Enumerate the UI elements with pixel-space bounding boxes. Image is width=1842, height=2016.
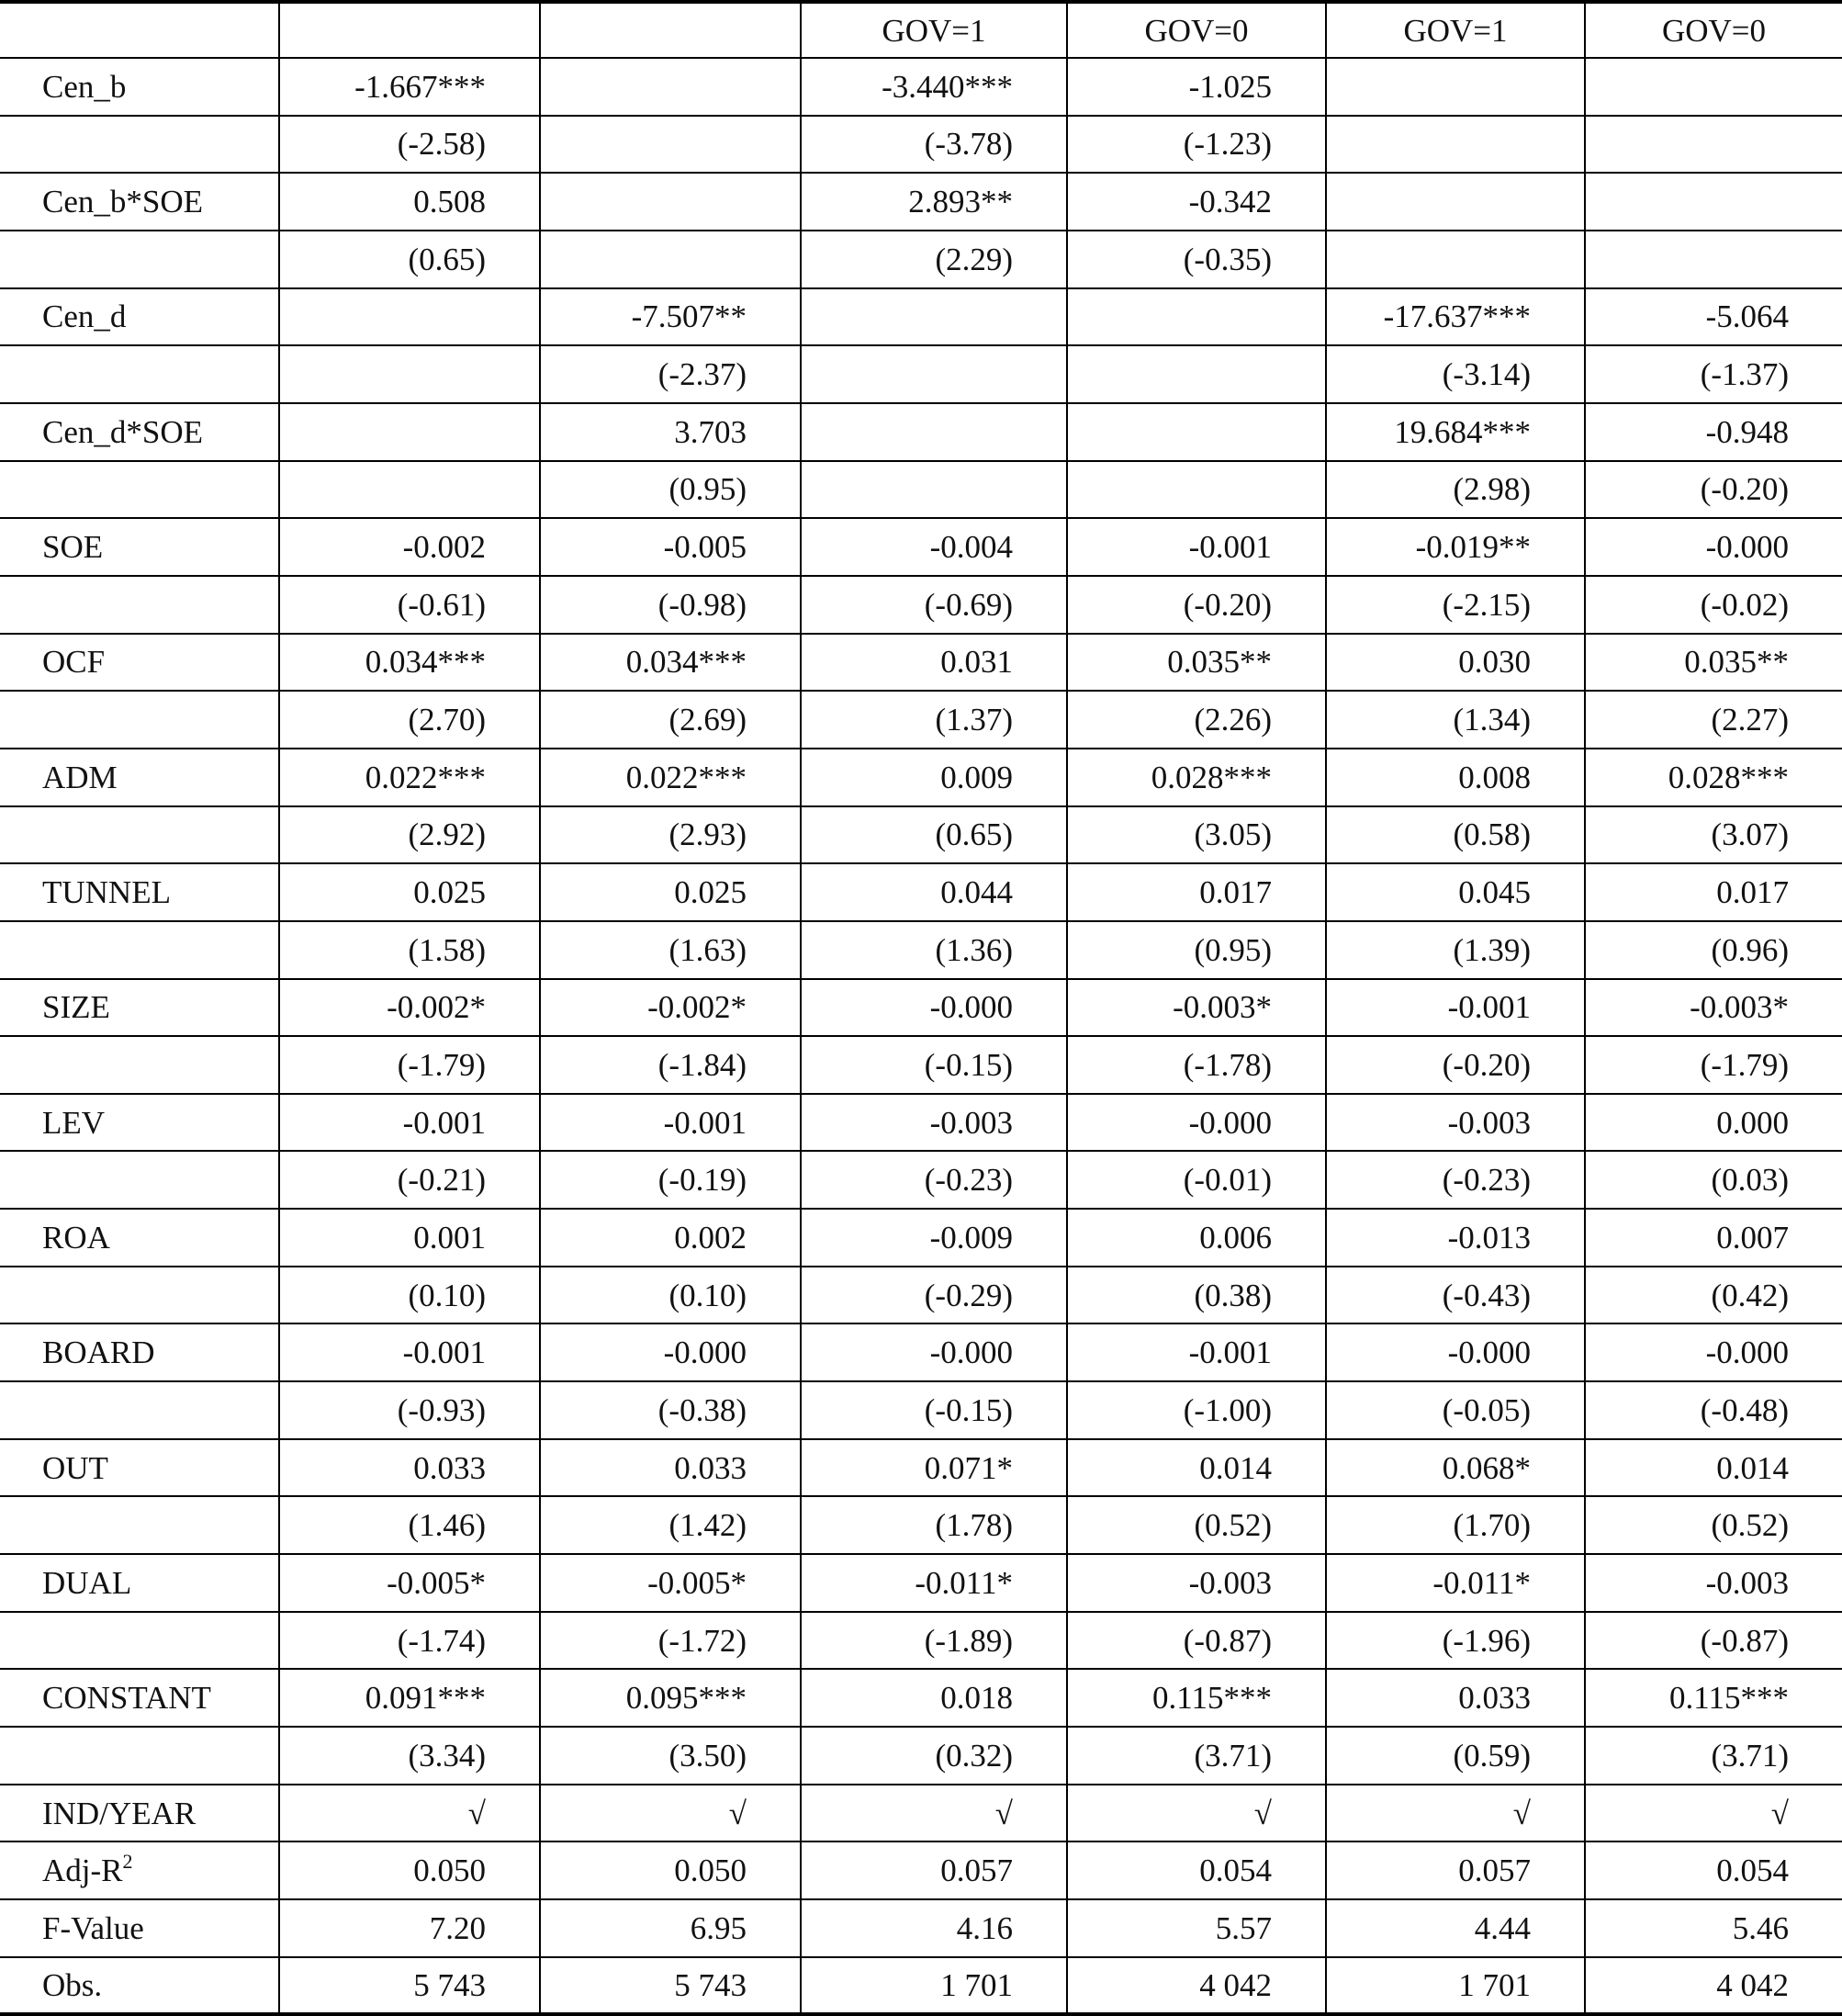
header-cell: GOV=1 (801, 2, 1067, 58)
table-row (0, 403, 1842, 461)
table-cell: (-0.87) (1585, 1612, 1842, 1670)
table-cell: -3.440*** (801, 58, 1067, 116)
table-cell: -1.667*** (279, 58, 540, 116)
row-label: IND/YEAR (0, 1785, 279, 1842)
table-cell: (0.03) (1585, 1151, 1842, 1209)
row-label: SIZE (0, 979, 279, 1037)
table-row (0, 634, 1842, 692)
table-cell (279, 288, 540, 346)
table-cell: 2.893** (801, 173, 1067, 231)
table-cell (279, 403, 540, 461)
table-cell: (-0.43) (1326, 1267, 1585, 1324)
table-cell: -17.637*** (1326, 288, 1585, 346)
table-cell: (2.92) (279, 806, 540, 864)
table-cell: (-0.20) (1067, 576, 1326, 634)
table-cell: (-0.61) (279, 576, 540, 634)
header-cell: GOV=0 (1585, 2, 1842, 58)
table-cell: (0.10) (279, 1267, 540, 1324)
table-cell: (0.58) (1326, 806, 1585, 864)
table-cell: 0.508 (279, 173, 540, 231)
row-label: Obs. (0, 1957, 279, 2015)
row-label-text: Adj-R (42, 1853, 123, 1889)
table-cell: (1.58) (279, 921, 540, 979)
table-cell (1585, 173, 1842, 231)
table-cell: -7.507** (540, 288, 801, 346)
table-cell: -0.005* (540, 1554, 801, 1612)
table-cell: (-1.79) (279, 1036, 540, 1094)
table-cell (801, 403, 1067, 461)
table-cell: -1.025 (1067, 58, 1326, 116)
table-cell: 5 743 (540, 1957, 801, 2015)
table-cell: (0.59) (1326, 1727, 1585, 1785)
table-cell: -0.000 (1326, 1323, 1585, 1381)
table-cell: 1 701 (801, 1957, 1067, 2015)
table-cell: (-0.15) (801, 1036, 1067, 1094)
table-cell: √ (540, 1785, 801, 1842)
table-cell: (1.63) (540, 921, 801, 979)
table-row (0, 691, 1842, 749)
table-row (0, 1496, 1842, 1554)
table-row (0, 345, 1842, 403)
table-cell: 0.057 (801, 1841, 1067, 1899)
table-cell: (-1.79) (1585, 1036, 1842, 1094)
table-cell: 0.025 (279, 863, 540, 921)
row-label (0, 345, 279, 403)
table-cell: (1.42) (540, 1496, 801, 1554)
table-cell (801, 461, 1067, 519)
table-cell: 0.028*** (1067, 749, 1326, 806)
table-cell: 19.684*** (1326, 403, 1585, 461)
table-cell: -0.003 (1326, 1094, 1585, 1152)
table-cell: -0.003 (1585, 1554, 1842, 1612)
table-cell: (-0.20) (1326, 1036, 1585, 1094)
table-cell: (-0.20) (1585, 461, 1842, 519)
table-cell: (2.70) (279, 691, 540, 749)
table-cell: 0.091*** (279, 1669, 540, 1727)
table-cell: 0.054 (1067, 1841, 1326, 1899)
table-cell: 3.703 (540, 403, 801, 461)
table-row (0, 921, 1842, 979)
table-cell: -0.019** (1326, 518, 1585, 576)
row-label (0, 1036, 279, 1094)
table-cell: (3.50) (540, 1727, 801, 1785)
row-label: Cen_b (0, 58, 279, 116)
table-cell: (-0.87) (1067, 1612, 1326, 1670)
table-cell (1326, 173, 1585, 231)
table-cell: (0.96) (1585, 921, 1842, 979)
table-cell: -0.009 (801, 1209, 1067, 1267)
header-cell (0, 2, 279, 58)
table-cell: -0.002* (279, 979, 540, 1037)
table-row (0, 1036, 1842, 1094)
table-cell: 0.034*** (540, 634, 801, 692)
table-cell: -0.000 (1067, 1094, 1326, 1152)
table-cell: 0.057 (1326, 1841, 1585, 1899)
table-cell: (1.78) (801, 1496, 1067, 1554)
header-cell (279, 2, 540, 58)
row-label: OCF (0, 634, 279, 692)
header-cell: GOV=1 (1326, 2, 1585, 58)
row-label (0, 1151, 279, 1209)
table-cell: 0.022*** (540, 749, 801, 806)
row-label: F-Value (0, 1899, 279, 1957)
table-cell: 0.095*** (540, 1669, 801, 1727)
table-cell: 0.030 (1326, 634, 1585, 692)
row-label (0, 231, 279, 288)
table-cell: 6.95 (540, 1899, 801, 1957)
table-cell: 4 042 (1716, 1966, 1789, 2003)
table-row (0, 1094, 1842, 1152)
table-cell: (0.95) (1067, 921, 1326, 979)
row-label: LEV (0, 1094, 279, 1152)
row-label (0, 806, 279, 864)
table-cell: (-3.14) (1326, 345, 1585, 403)
table-cell: √ (279, 1785, 540, 1842)
table-cell: (2.26) (1067, 691, 1326, 749)
table-row (0, 1439, 1842, 1497)
table-cell: -0.011* (801, 1554, 1067, 1612)
table-cell: 0.044 (801, 863, 1067, 921)
table-cell: 0.014 (1067, 1439, 1326, 1497)
table-cell: 0.007 (1585, 1209, 1842, 1267)
table-row (0, 173, 1842, 231)
row-label: ROA (0, 1209, 279, 1267)
table-cell: -0.004 (801, 518, 1067, 576)
table-cell: (1.37) (801, 691, 1067, 749)
row-label (0, 116, 279, 174)
table-cell: (1.39) (1326, 921, 1585, 979)
table-cell: -0.005* (279, 1554, 540, 1612)
table-body (0, 2, 1842, 2014)
row-label (0, 576, 279, 634)
row-label (0, 1496, 279, 1554)
table-cell: 0.031 (801, 634, 1067, 692)
table-row (0, 1554, 1842, 1612)
table-cell: (0.52) (1067, 1496, 1326, 1554)
table-cell: -0.001 (1067, 1323, 1326, 1381)
table-cell: 0.071* (801, 1439, 1067, 1497)
table-cell: -0.001 (279, 1094, 540, 1152)
row-label (0, 1381, 279, 1439)
table-row (0, 1727, 1842, 1785)
table-cell: (3.71) (1585, 1727, 1842, 1785)
table-cell (540, 173, 801, 231)
table-cell (540, 58, 801, 116)
table-cell: 0.017 (1067, 863, 1326, 921)
table-cell: (-0.21) (279, 1151, 540, 1209)
row-label (0, 1612, 279, 1670)
table-cell: (3.07) (1585, 806, 1842, 864)
table-cell (801, 345, 1067, 403)
table-cell: (2.27) (1585, 691, 1842, 749)
table-cell: (-0.69) (801, 576, 1067, 634)
table-cell: (-0.15) (801, 1381, 1067, 1439)
table-cell: -0.001 (279, 1323, 540, 1381)
table-cell: 0.050 (279, 1841, 540, 1899)
table-cell: 0.033 (540, 1439, 801, 1497)
table-cell: 0.001 (279, 1209, 540, 1267)
table-cell (279, 345, 540, 403)
table-cell: (-0.48) (1585, 1381, 1842, 1439)
table-row (0, 1267, 1842, 1324)
table-cell: (-0.35) (1067, 231, 1326, 288)
table-cell: -0.342 (1067, 173, 1326, 231)
table-cell: -0.011* (1326, 1554, 1585, 1612)
table-row (0, 1957, 1842, 2015)
table-cell: (-0.19) (540, 1151, 801, 1209)
table-cell: (1.34) (1326, 691, 1585, 749)
table-row (0, 231, 1842, 288)
table-cell: 0.022*** (279, 749, 540, 806)
table-cell: 0.050 (540, 1841, 801, 1899)
row-label (0, 1841, 279, 1899)
table-cell: -5.064 (1585, 288, 1842, 346)
table-cell: (-2.15) (1326, 576, 1585, 634)
table-cell: 4.16 (801, 1899, 1067, 1957)
table-cell: (-2.37) (540, 345, 801, 403)
table-row (0, 1151, 1842, 1209)
superscript: 2 (122, 1850, 133, 1874)
table-cell: 0.006 (1067, 1209, 1326, 1267)
table-cell: 0.045 (1326, 863, 1585, 921)
table-cell (1585, 116, 1842, 174)
table-cell: √ (1585, 1785, 1842, 1842)
table-row (0, 806, 1842, 864)
table-cell: (0.95) (540, 461, 801, 519)
table-cell (1326, 116, 1585, 174)
table-cell: (2.93) (540, 806, 801, 864)
header-row (0, 2, 1842, 58)
table-cell: 0.115*** (1585, 1669, 1842, 1727)
table-cell: (-0.23) (1326, 1151, 1585, 1209)
table-cell (1067, 461, 1326, 519)
table-cell: (-1.84) (540, 1036, 801, 1094)
table-cell: 0.028*** (1585, 749, 1842, 806)
table-row (0, 1785, 1842, 1842)
table-cell: 4.44 (1326, 1899, 1585, 1957)
table-cell: 0.025 (540, 863, 801, 921)
table-cell (1585, 58, 1842, 116)
table-row (0, 1669, 1842, 1727)
table-cell (1067, 288, 1326, 346)
row-label: BOARD (0, 1323, 279, 1381)
table-cell: 0.033 (1326, 1669, 1585, 1727)
header-cell (540, 2, 801, 58)
row-label: SOE (0, 518, 279, 576)
table-cell: 0.008 (1326, 749, 1585, 806)
table-cell: 0.068* (1326, 1439, 1585, 1497)
table-cell: (-2.58) (279, 116, 540, 174)
table-row (0, 1209, 1842, 1267)
table-cell (801, 288, 1067, 346)
table-cell (1067, 345, 1326, 403)
table-cell (1326, 58, 1585, 116)
table-cell: 0.035** (1067, 634, 1326, 692)
table-cell: (1.70) (1326, 1496, 1585, 1554)
table-row (0, 749, 1842, 806)
row-label: DUAL (0, 1554, 279, 1612)
table-cell: (-1.89) (801, 1612, 1067, 1670)
table-cell: √ (1326, 1785, 1585, 1842)
table-cell: 0.018 (801, 1669, 1067, 1727)
header-cell: GOV=0 (1067, 2, 1326, 58)
table-row (0, 1899, 1842, 1957)
table-cell: 0.035** (1585, 634, 1842, 692)
table-cell: √ (1067, 1785, 1326, 1842)
table-row (0, 288, 1842, 346)
table-row (0, 518, 1842, 576)
table-cell: (-3.78) (801, 116, 1067, 174)
row-label (0, 1727, 279, 1785)
table-cell: (-1.74) (279, 1612, 540, 1670)
table-cell: (0.65) (279, 231, 540, 288)
table-row (0, 576, 1842, 634)
row-label (0, 461, 279, 519)
table-cell: (3.05) (1067, 806, 1326, 864)
table-cell: (2.98) (1326, 461, 1585, 519)
table-cell: -0.002 (279, 518, 540, 576)
table-cell: (-0.01) (1067, 1151, 1326, 1209)
table-cell: (-1.96) (1326, 1612, 1585, 1670)
table-cell: 5.57 (1067, 1899, 1326, 1957)
table-cell: (1.46) (279, 1496, 540, 1554)
table-cell: (-1.23) (1067, 116, 1326, 174)
table-cell: (3.34) (279, 1727, 540, 1785)
row-label: Cen_d (0, 288, 279, 346)
table-row (0, 461, 1842, 519)
table-cell: (0.65) (801, 806, 1067, 864)
table-cell: 0.009 (801, 749, 1067, 806)
table-cell: 0.115*** (1067, 1669, 1326, 1727)
table-cell: (2.69) (540, 691, 801, 749)
table-cell: (-1.00) (1067, 1381, 1326, 1439)
table-cell: -0.000 (801, 979, 1067, 1037)
table-cell: -0.001 (1326, 979, 1585, 1037)
table-cell: (-0.98) (540, 576, 801, 634)
table-cell (540, 116, 801, 174)
row-label: OUT (0, 1439, 279, 1497)
table-cell: (-0.29) (801, 1267, 1067, 1324)
table-cell: (-0.05) (1326, 1381, 1585, 1439)
table-row (0, 116, 1842, 174)
table-cell: -0.000 (540, 1323, 801, 1381)
table-cell: (0.10) (540, 1267, 801, 1324)
table-row (0, 863, 1842, 921)
table-cell (1067, 403, 1326, 461)
table-cell: -0.003 (801, 1094, 1067, 1152)
table-cell: -0.003* (1067, 979, 1326, 1037)
table-cell: 0.034*** (279, 634, 540, 692)
table-cell: 0.000 (1585, 1094, 1842, 1152)
table-cell: 0.017 (1585, 863, 1842, 921)
table-cell: 5.46 (1585, 1899, 1842, 1957)
table-row (0, 1841, 1842, 1899)
table-cell: (0.38) (1067, 1267, 1326, 1324)
row-label: Cen_d*SOE (0, 403, 279, 461)
table-cell: 5 743 (279, 1957, 540, 2015)
table-cell: -0.000 (1585, 518, 1842, 576)
row-label (0, 691, 279, 749)
table-cell (1585, 231, 1842, 288)
table-row (0, 58, 1842, 116)
row-label: ADM (0, 749, 279, 806)
table-cell: -0.000 (1585, 1323, 1842, 1381)
table-cell: (-1.72) (540, 1612, 801, 1670)
table-cell: (2.29) (801, 231, 1067, 288)
row-label: TUNNEL (0, 863, 279, 921)
table-cell: 7.20 (279, 1899, 540, 1957)
table-row (0, 1323, 1842, 1381)
table-cell: 4 042 (1067, 1957, 1326, 2015)
table-cell: (3.71) (1067, 1727, 1326, 1785)
table-cell: -0.001 (540, 1094, 801, 1152)
table-cell: (-0.38) (540, 1381, 801, 1439)
table-cell: 0.033 (279, 1439, 540, 1497)
row-label (0, 921, 279, 979)
table-cell: (-0.23) (801, 1151, 1067, 1209)
table-row (0, 979, 1842, 1037)
table-cell: √ (801, 1785, 1067, 1842)
row-label: CONSTANT (0, 1669, 279, 1727)
table-cell: (0.32) (801, 1727, 1067, 1785)
table-cell: 0.054 (1585, 1841, 1842, 1899)
table-cell: -0.000 (801, 1323, 1067, 1381)
table-cell (279, 461, 540, 519)
table-cell: -0.005 (540, 518, 801, 576)
table-cell: (0.42) (1585, 1267, 1842, 1324)
table-cell: (-1.78) (1067, 1036, 1326, 1094)
table-cell: -0.002* (540, 979, 801, 1037)
table-cell: -0.013 (1326, 1209, 1585, 1267)
table-cell: (1.36) (801, 921, 1067, 979)
table-row (0, 1381, 1842, 1439)
table-cell: (-0.02) (1585, 576, 1842, 634)
table-cell: -0.003 (1067, 1554, 1326, 1612)
table-cell: -0.003* (1585, 979, 1842, 1037)
table-cell: 0.002 (540, 1209, 801, 1267)
table-cell: (-0.93) (279, 1381, 540, 1439)
table-cell: (-1.37) (1585, 345, 1842, 403)
table-row (0, 1612, 1842, 1670)
row-label: Cen_b*SOE (0, 173, 279, 231)
table-cell: 1 701 (1326, 1957, 1585, 2015)
table-cell: 0.014 (1585, 1439, 1842, 1497)
table-cell: -0.001 (1067, 518, 1326, 576)
row-label (0, 1267, 279, 1324)
table-cell: (0.52) (1585, 1496, 1842, 1554)
table-cell (540, 231, 801, 288)
table-cell (1326, 231, 1585, 288)
table-cell: -0.948 (1585, 403, 1842, 461)
